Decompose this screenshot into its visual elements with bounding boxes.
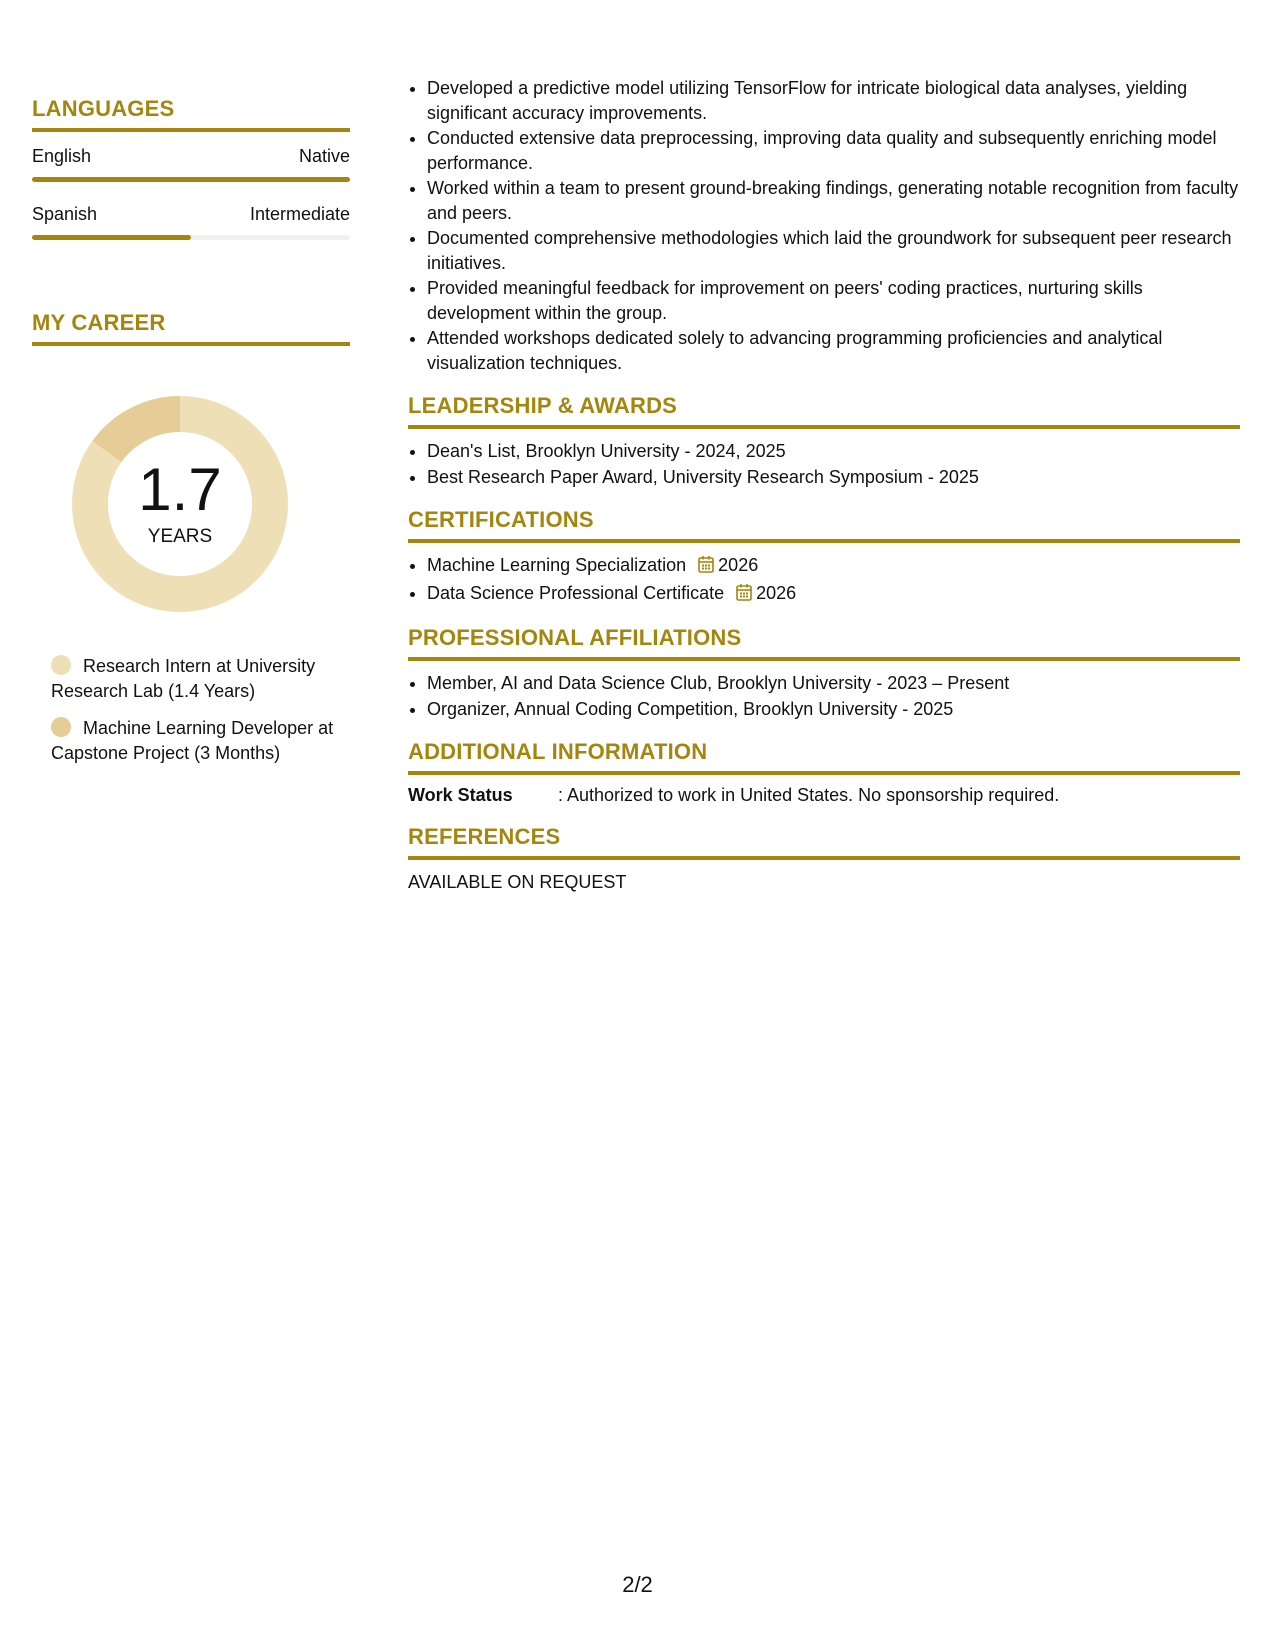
list-item: • Provided meaningful feedback for improvement on peers' coding practices, nurturing skills development within the group. [427,276,1240,325]
certification-item [427,553,1240,580]
list-item: • Worked within a team to present ground-breaking findings, generating notable recognition from faculty and peers. [427,176,1240,225]
list-item: • Documented comprehensive methodologies which laid the groundwork for subsequent peer research initiatives. [427,226,1240,275]
career-donut-chart [66,390,294,618]
language-name: English [32,146,92,166]
work-status-row [408,785,1240,806]
list-item: • Attended workshops dedicated solely to advancing programming proficiencies and analytical visualization techniques. [427,326,1240,375]
list-item: • Best Research Paper Award, University Research Symposium - 2025 [427,465,1240,490]
list-item: • Member, AI and Data Science Club, Brooklyn University - 2023 – Present [427,671,1240,696]
calendar-icon [736,583,752,608]
affiliations-section [408,625,1240,721]
experience-bullets [408,76,1240,375]
career-legend [51,654,350,766]
language-name: Spanish [32,204,98,224]
career-total-years: 1.7 [138,456,222,523]
legend-dot [51,655,71,675]
work-status-value: : Authorized to work in United States. No sponsorship required. [558,785,1060,805]
list-item: • Dean's List, Brooklyn University - 2024, 2025 [427,439,1240,464]
legend-label: Machine Learning Developer at Capstone Project (3 Months) [51,718,334,763]
page-number: 2/2 [622,1572,653,1597]
language-level: Intermediate [249,204,350,224]
list-item: • Organizer, Annual Coding Competition, Brooklyn University - 2025 [427,697,1240,722]
languages-title: LANGUAGES [32,96,350,132]
language-item [32,146,350,182]
work-status-label: Work Status [408,785,513,805]
references-text: AVAILABLE ON REQUEST [408,872,627,892]
languages-section [32,96,350,240]
career-title: MY CAREER [32,310,350,346]
career-section [32,310,350,766]
certification-name: Machine Learning Specialization [427,555,687,575]
certification-item [427,581,1240,608]
references-section [408,824,1240,893]
legend-label: Research Intern at University Research Lab (1.4 Years) [51,656,316,701]
additional-info-section [408,739,1240,806]
language-proficiency-bar [32,177,350,182]
list-item: • Conducted extensive data preprocessing, improving data quality and subsequently enriching model performance. [427,126,1240,175]
right-column [408,76,1240,893]
legend-item [51,716,350,766]
references-title: REFERENCES [408,824,1240,860]
career-years-unit: YEARS [147,526,213,547]
left-column [32,96,350,778]
certification-name: Data Science Professional Certificate [427,582,725,603]
leadership-section [408,393,1240,489]
additional-info-title: ADDITIONAL INFORMATION [408,739,1240,775]
affiliations-title: PROFESSIONAL AFFILIATIONS [408,625,1240,661]
certifications-section [408,507,1240,607]
certification-year: 2026 [718,555,759,575]
certifications-title: CERTIFICATIONS [408,507,1240,543]
certification-year: 2026 [756,582,797,603]
language-proficiency-bar [32,235,350,240]
legend-dot [51,717,71,737]
calendar-icon [698,555,714,580]
leadership-title: LEADERSHIP & AWARDS [408,393,1240,429]
list-item: • Developed a predictive model utilizing TensorFlow for intricate biological data analyses, yielding significant accuracy improvements. [427,76,1240,125]
legend-item [51,654,350,704]
language-level: Native [298,146,350,166]
donut-center [66,390,294,618]
language-item [32,204,350,240]
language-proficiency-fill [32,235,191,240]
language-proficiency-fill [32,177,350,182]
